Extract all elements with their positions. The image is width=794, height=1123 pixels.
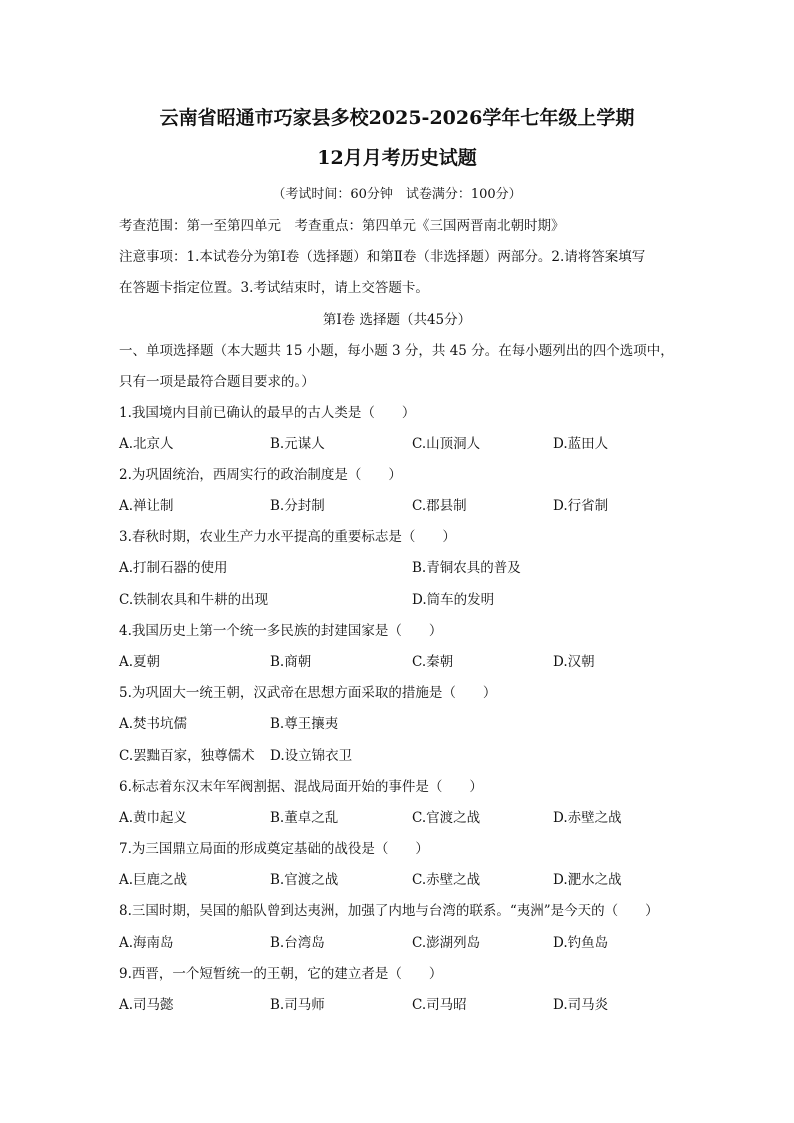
exam-title-line1: 云南省昭通市巧家县多校2025-2026学年七年级上学期 xyxy=(159,107,635,129)
question-3-stem: 3.春秋时期，农业生产力水平提高的重要标志是（ ） xyxy=(119,529,456,545)
question-2-options xyxy=(119,496,679,516)
question-9-option-b: B.司马师 xyxy=(270,997,325,1013)
question-4-option-c: C.秦朝 xyxy=(412,654,454,670)
question-5-option-b: B.尊王攘夷 xyxy=(270,716,339,732)
question-1-option-a: A.北京人 xyxy=(119,436,174,452)
question-4-option-a: A.夏朝 xyxy=(119,654,161,670)
question-9-options xyxy=(119,995,679,1015)
exam-title-line2: 12月月考历史试题 xyxy=(317,147,477,169)
question-7-option-b: B.官渡之战 xyxy=(270,872,339,888)
question-5-option-c: C.罢黜百家，独尊儒术 xyxy=(119,748,255,764)
question-3-options-row2 xyxy=(119,590,679,610)
question-7-options xyxy=(119,870,679,890)
notice-line2: 在答题卡指定位置。3.考试结束时，请上交答题卡。 xyxy=(119,280,429,296)
question-4-options xyxy=(119,652,679,672)
question-7-option-c: C.赤壁之战 xyxy=(412,872,481,888)
question-1-stem: 1.我国境内目前已确认的最早的古人类是（ ） xyxy=(119,405,416,421)
question-8-option-b: B.台湾岛 xyxy=(270,935,325,951)
question-8-option-c: C.澎湖列岛 xyxy=(412,935,481,951)
question-8-stem: 8.三国时期，吴国的船队曾到达夷洲，加强了内地与台湾的联系。“夷洲”是今天的（ ） xyxy=(119,903,659,919)
question-3-option-b: B.青铜农具的普及 xyxy=(412,560,521,576)
question-4-option-d: D.汉朝 xyxy=(553,654,595,670)
question-1-option-c: C.山顶洞人 xyxy=(412,436,481,452)
question-8-options xyxy=(119,933,679,953)
section-instruction-line1: 一、单项选择题（本大题共 15 小题，每小题 3 分，共 45 分。在每小题列出的四个选项中， xyxy=(119,343,674,359)
question-6-option-d: D.赤壁之战 xyxy=(553,810,622,826)
question-3-options-row1 xyxy=(119,558,679,578)
question-3-option-a: A.打制石器的使用 xyxy=(119,560,228,576)
question-7-option-a: A.巨鹿之战 xyxy=(119,872,188,888)
question-9-option-d: D.司马炎 xyxy=(553,997,609,1013)
question-1-option-b: B.元谋人 xyxy=(270,436,325,452)
question-9-option-a: A.司马懿 xyxy=(119,997,174,1013)
question-2-stem: 2.为巩固统治，西周实行的政治制度是（ ） xyxy=(119,467,402,483)
question-8-option-a: A.海南岛 xyxy=(119,935,174,951)
question-7-stem: 7.为三国鼎立局面的形成奠定基础的战役是（ ） xyxy=(119,841,429,857)
question-5-options-row1 xyxy=(119,714,679,734)
question-5-stem: 5.为巩固大一统王朝，汉武帝在思想方面采取的措施是（ ） xyxy=(119,685,497,701)
question-9-stem: 9.西晋，一个短暂统一的王朝，它的建立者是（ ） xyxy=(119,966,443,982)
question-4-option-b: B.商朝 xyxy=(270,654,312,670)
question-9-option-c: C.司马昭 xyxy=(412,997,467,1013)
question-7-option-d: D.淝水之战 xyxy=(553,872,622,888)
section-instruction-line2: 只有一项是最符合题目要求的。） xyxy=(119,374,315,390)
question-3-option-d: D.筒车的发明 xyxy=(412,592,495,608)
question-4-stem: 4.我国历史上第一个统一多民族的封建国家是（ ） xyxy=(119,623,443,639)
question-6-option-b: B.董卓之乱 xyxy=(270,810,339,826)
exam-scope: 考查范围：第一至第四单元 考查重点：第四单元《三国两晋南北朝时期》 xyxy=(119,218,565,234)
question-2-option-d: D.行省制 xyxy=(553,498,609,514)
question-6-option-c: C.官渡之战 xyxy=(412,810,481,826)
notice-line1: 注意事项：1.本试卷分为第Ⅰ卷（选择题）和第Ⅱ卷（非选择题）两部分。2.请将答案填写 xyxy=(119,249,646,265)
question-3-option-c: C.铁制农具和牛耕的出现 xyxy=(119,592,269,608)
question-5-options-row2 xyxy=(119,746,679,766)
question-8-option-d: D.钓鱼岛 xyxy=(553,935,609,951)
question-6-option-a: A.黄巾起义 xyxy=(119,810,188,826)
question-2-option-c: C.郡县制 xyxy=(412,498,467,514)
question-2-option-a: A.禅让制 xyxy=(119,498,174,514)
question-1-option-d: D.蓝田人 xyxy=(553,436,609,452)
question-2-option-b: B.分封制 xyxy=(270,498,325,514)
question-6-options xyxy=(119,808,679,828)
exam-info: （考试时间：60分钟 试卷满分：100分） xyxy=(272,187,522,202)
section-title: 第Ⅰ卷 选择题（共45分） xyxy=(322,312,472,328)
question-5-option-a: A.焚书坑儒 xyxy=(119,716,188,732)
question-1-options xyxy=(119,434,679,454)
question-6-stem: 6.标志着东汉末年军阀割据、混战局面开始的事件是（ ） xyxy=(119,779,483,795)
question-5-option-d: D.设立锦衣卫 xyxy=(270,748,353,764)
